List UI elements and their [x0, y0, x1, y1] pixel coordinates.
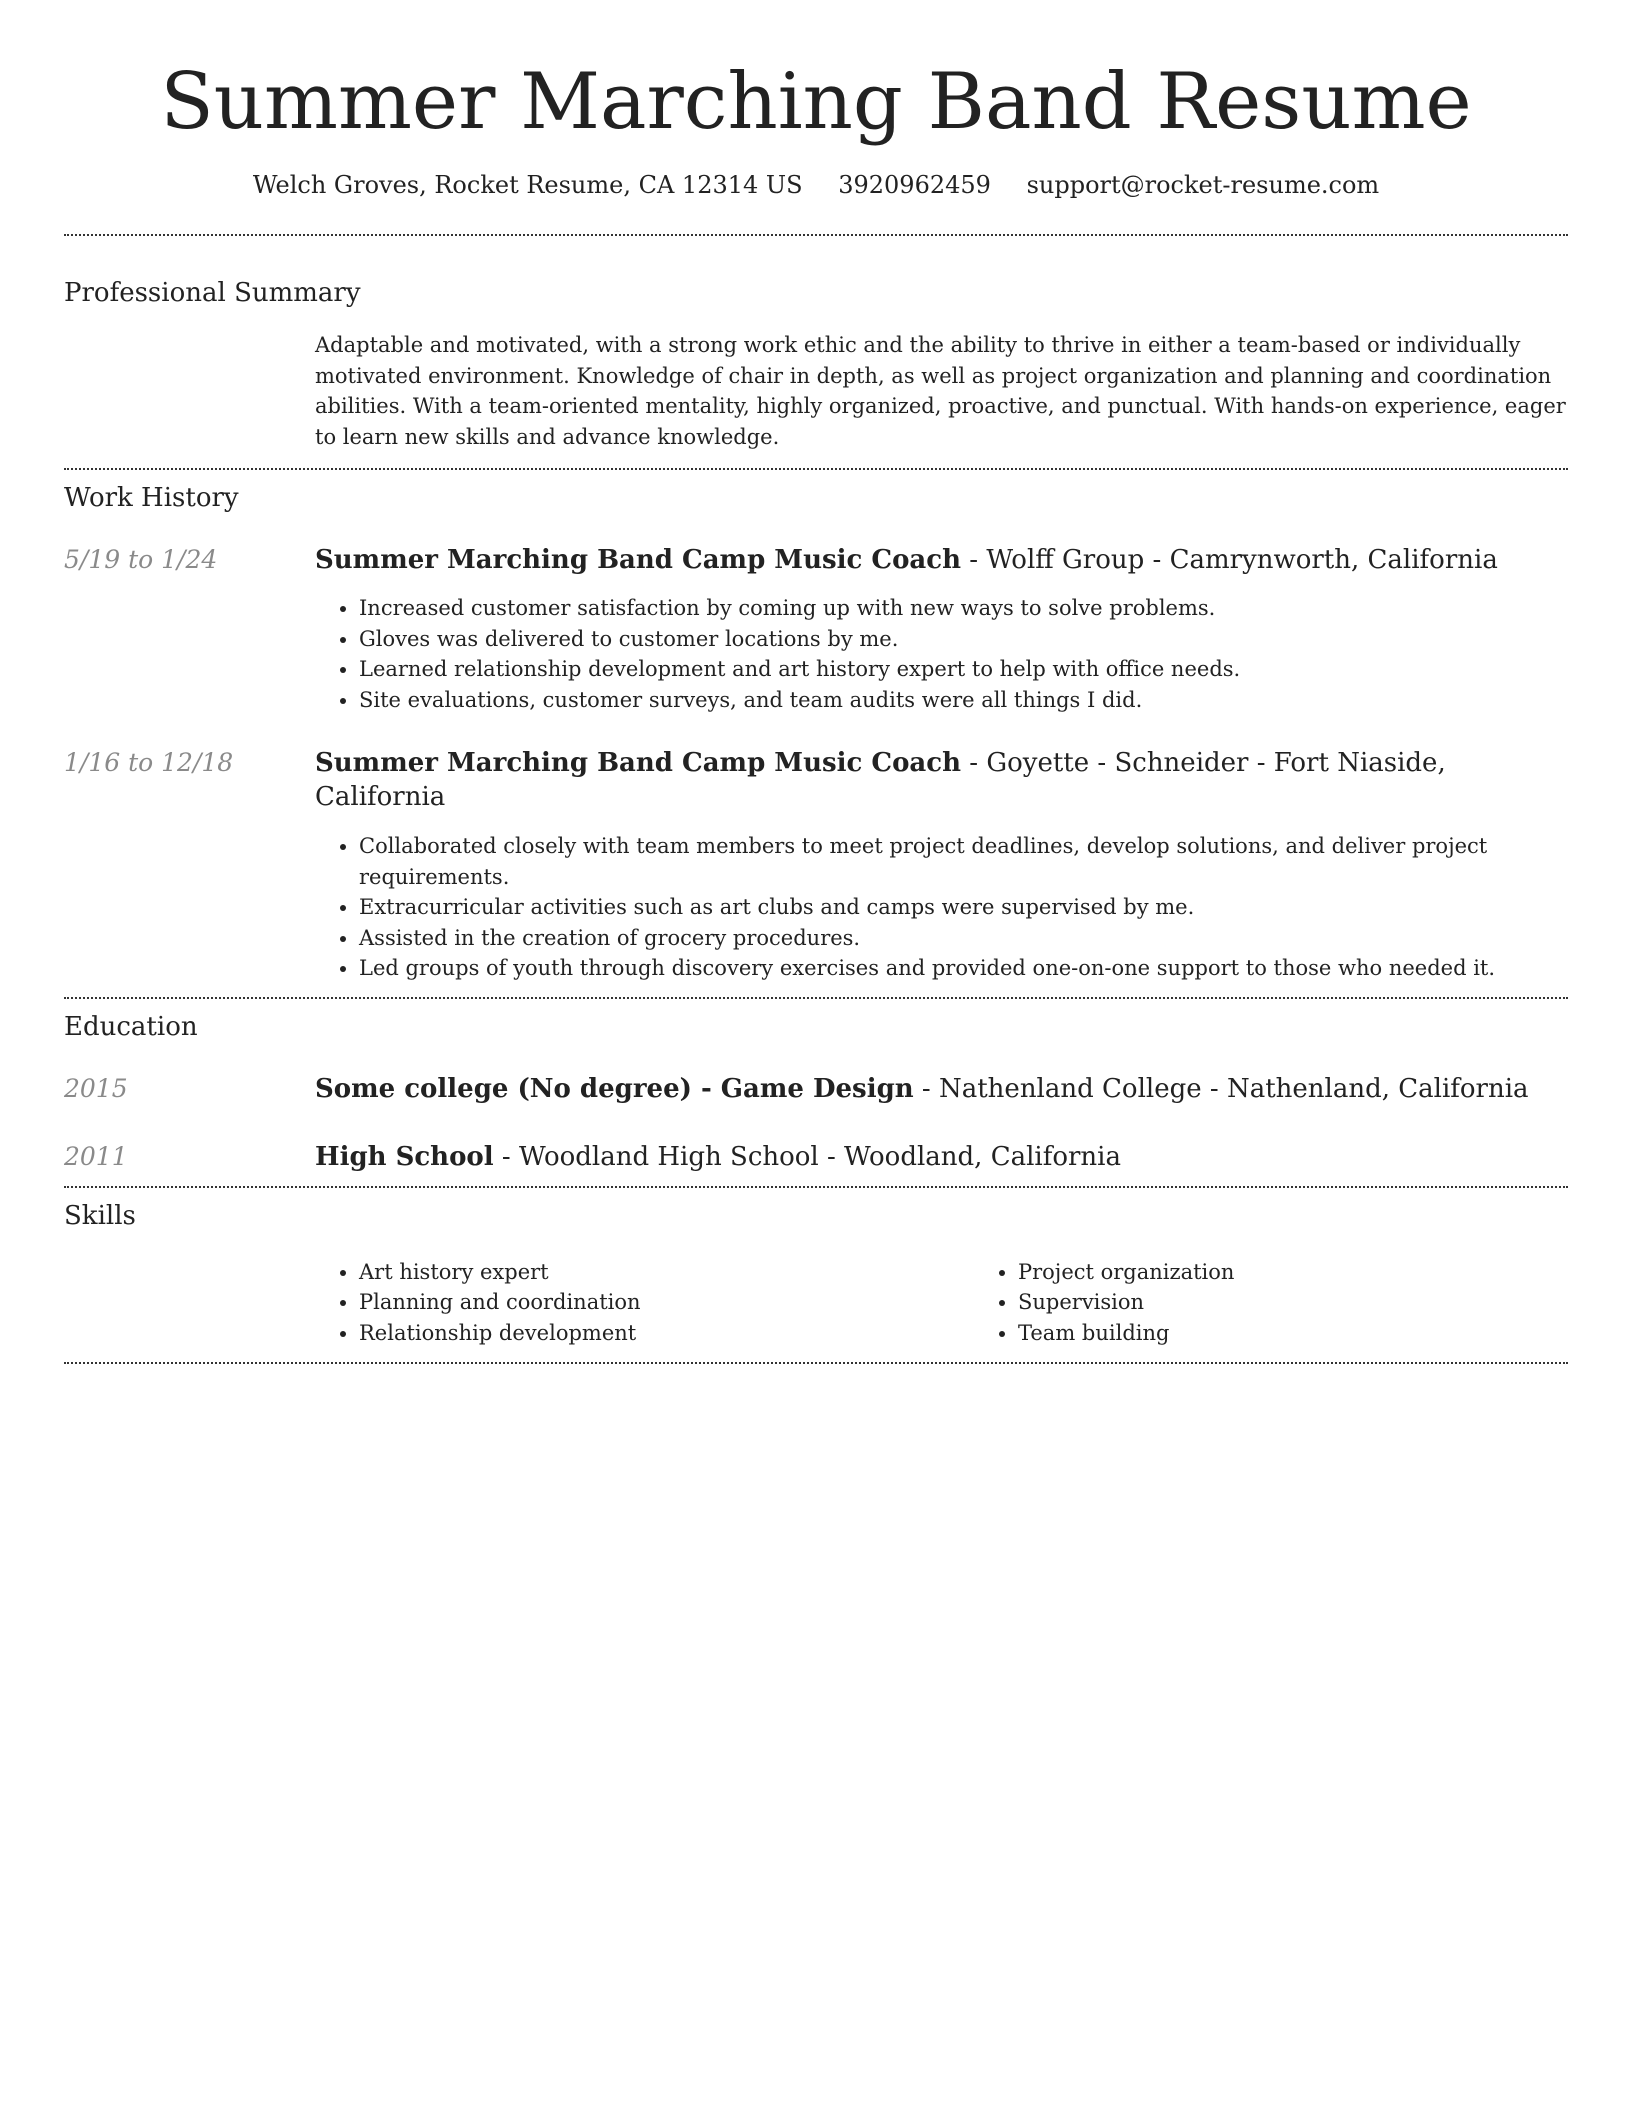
divider: [64, 468, 1568, 470]
list-item: • Relationship development: [359, 1318, 974, 1349]
professional-summary-section: [64, 276, 1568, 468]
education-entry: [64, 1140, 1568, 1174]
job-dates: 5/19 to 1/24: [64, 545, 218, 574]
skills-list-left: [315, 1257, 974, 1349]
education-school: Woodland High School - Woodland, California: [518, 1141, 1121, 1172]
job-bullets: [315, 831, 1568, 984]
skills-list-right: [974, 1257, 1632, 1349]
list-item: • Increased customer satisfaction by coming up with new ways to solve problems.: [359, 593, 1568, 624]
summary-text: Adaptable and motivated, with a strong work ethic and the ability to thrive in either a team-based or individually motivated environment. Knowledge of chair in depth, as well as project organization and planning and coordination abilities. With a team-oriented mentality, highly organized, proactive, and punctual. With hands-on experience, eager to learn new skills and advance knowledge.: [315, 333, 1566, 449]
list-item: • Assisted in the creation of grocery procedures.: [359, 923, 1568, 954]
list-item: • Extracurricular activities such as art clubs and camps were supervised by me.: [359, 892, 1568, 923]
list-item: • Supervision: [1018, 1287, 1632, 1318]
education-year: 2011: [64, 1141, 128, 1171]
job-company: Wolff Group - Camrynworth, California: [986, 545, 1498, 575]
divider: [64, 997, 1568, 999]
education-year: 2015: [64, 1073, 128, 1103]
resume-page: [64, 0, 1568, 1364]
list-item: • Collaborated closely with team members to meet project deadlines, develop solutions, and deliver project requirements.: [359, 831, 1568, 892]
page-title: Summer Marching Band Resume: [160, 57, 1472, 147]
education-degree: Some college (No degree) - Game Design: [315, 1073, 914, 1104]
list-item: • Site evaluations, customer surveys, and team audits were all things I did.: [359, 685, 1568, 716]
list-item: • Planning and coordination: [359, 1287, 974, 1318]
job-role: Summer Marching Band Camp Music Coach: [315, 748, 962, 778]
divider: [64, 1362, 1568, 1364]
job-body: [315, 746, 1568, 984]
contact-email: support@rocket-resume.com: [1026, 171, 1380, 199]
education-section: [64, 1010, 1568, 1186]
list-item: • Team building: [1018, 1318, 1632, 1349]
education-title: Some college (No degree) - Game Design - Nathenland College - Nathenland, California: [315, 1073, 1529, 1104]
divider: [64, 1186, 1568, 1188]
contact-line: [64, 170, 1568, 200]
job-bullets: [315, 593, 1568, 715]
education-school: Nathenland College - Nathenland, California: [938, 1073, 1529, 1104]
job-entry: [64, 746, 1568, 984]
section-heading-skills: Skills: [64, 1200, 136, 1231]
list-item: • Art history expert: [359, 1257, 974, 1288]
job-dates: 1/16 to 12/18: [64, 748, 234, 777]
section-heading-work: Work History: [64, 483, 239, 513]
section-heading-summary: Professional Summary: [64, 278, 361, 308]
job-company: Goyette - Schneider - Fort Niaside, California: [315, 748, 1446, 812]
divider: [64, 234, 1568, 236]
job-title: Summer Marching Band Camp Music Coach - Goyette - Schneider - Fort Niaside, California: [315, 748, 1446, 812]
contact-address: Welch Groves, Rocket Resume, CA 12314 US: [252, 171, 803, 199]
education-degree: High School: [315, 1141, 494, 1172]
skills-section: [64, 1199, 1568, 1363]
section-heading-education: Education: [64, 1011, 198, 1042]
list-item: • Gloves was delivered to customer locations by me.: [359, 624, 1568, 655]
contact-phone: 3920962459: [838, 171, 991, 199]
work-history-section: [64, 481, 1568, 997]
job-role: Summer Marching Band Camp Music Coach: [315, 545, 962, 575]
education-title: High School - Woodland High School - Woodland, California: [315, 1141, 1121, 1172]
job-entry: [64, 543, 1568, 715]
list-item: • Led groups of youth through discovery exercises and provided one-on-one support to those who needed it.: [359, 953, 1568, 984]
list-item: • Project organization: [1018, 1257, 1632, 1288]
job-title: Summer Marching Band Camp Music Coach - Wolff Group - Camrynworth, California: [315, 545, 1498, 575]
job-body: [315, 543, 1568, 715]
list-item: • Learned relationship development and art history expert to help with office needs.: [359, 654, 1568, 685]
education-entry: [64, 1072, 1568, 1106]
skills-grid: [315, 1257, 1568, 1363]
